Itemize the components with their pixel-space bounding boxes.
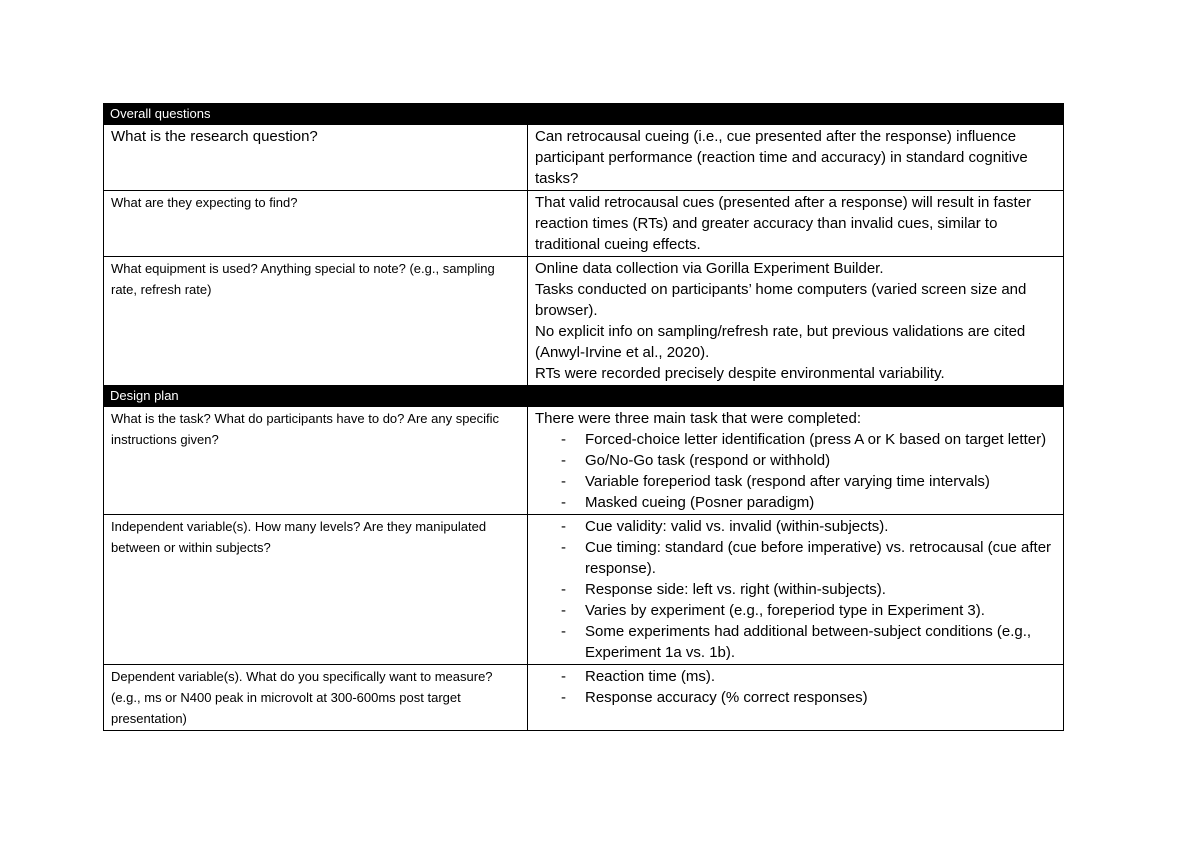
section-title: Design plan xyxy=(104,386,1064,407)
answer-cell xyxy=(528,515,1064,665)
answer-cell xyxy=(528,407,1064,515)
answer-paragraph: Tasks conducted on participants’ home computers (varied screen size and browser). xyxy=(535,281,1027,319)
table-row xyxy=(104,515,1064,665)
list-item: - Cue validity: valid vs. invalid (within-subjects). xyxy=(535,516,1057,537)
answer-paragraph: Can retrocausal cueing (i.e., cue presented after the response) influence participant performance (reaction time and accuracy) in standard cognitive tasks? xyxy=(535,128,1028,187)
answer-cell xyxy=(528,125,1064,191)
list-item: - Cue timing: standard (cue before imperative) vs. retrocausal (cue after response). xyxy=(535,537,1057,579)
answer-cell xyxy=(528,257,1064,386)
section-header-row xyxy=(104,386,1064,407)
list-item: - Response accuracy (% correct responses) xyxy=(535,687,1057,708)
question-cell: What is the task? What do participants have to do? Are any specific instructions given? xyxy=(104,407,528,515)
list-item: - Go/No-Go task (respond or withhold) xyxy=(535,450,1057,471)
question-cell: Dependent variable(s). What do you specifically want to measure? (e.g., ms or N400 peak in microvolt at 300-600ms post target presentation) xyxy=(104,665,528,731)
answer-cell xyxy=(528,665,1064,731)
question-cell: Independent variable(s). How many levels? Are they manipulated between or within subjects? xyxy=(104,515,528,665)
table-row xyxy=(104,407,1064,515)
answer-paragraph: That valid retrocausal cues (presented after a response) will result in faster reaction times (RTs) and greater accuracy than invalid cues, similar to traditional cueing effects. xyxy=(535,194,1032,253)
question-cell: What is the research question? xyxy=(104,125,528,191)
list-item: - Response side: left vs. right (within-subjects). xyxy=(535,579,1057,600)
answer-cell xyxy=(528,191,1064,257)
answer-paragraph: No explicit info on sampling/refresh rate, but previous validations are cited (Anwyl-Irvine et al., 2020). xyxy=(535,323,1026,361)
question-cell: What are they expecting to find? xyxy=(104,191,528,257)
list-item: - Masked cueing (Posner paradigm) xyxy=(535,492,1057,513)
table-row xyxy=(104,125,1064,191)
answer-list xyxy=(535,429,1057,513)
question-table xyxy=(103,103,1064,731)
section-header-row xyxy=(104,104,1064,125)
answer-paragraph: Online data collection via Gorilla Experiment Builder. xyxy=(535,260,884,277)
section-title: Overall questions xyxy=(104,104,1064,125)
answer-list xyxy=(535,516,1057,663)
list-item: - Reaction time (ms). xyxy=(535,666,1057,687)
list-item: - Variable foreperiod task (respond after varying time intervals) xyxy=(535,471,1057,492)
answer-list xyxy=(535,666,1057,708)
list-item: - Varies by experiment (e.g., foreperiod type in Experiment 3). xyxy=(535,600,1057,621)
list-item: - Some experiments had additional between-subject conditions (e.g., Experiment 1a vs. 1b). xyxy=(535,621,1057,663)
table-row xyxy=(104,257,1064,386)
question-cell: What equipment is used? Anything special to note? (e.g., sampling rate, refresh rate) xyxy=(104,257,528,386)
list-item: - Forced-choice letter identification (press A or K based on target letter) xyxy=(535,429,1057,450)
answer-paragraph: RTs were recorded precisely despite environmental variability. xyxy=(535,365,945,382)
table-row xyxy=(104,665,1064,731)
answer-paragraph: There were three main task that were completed: xyxy=(535,410,861,427)
table-row xyxy=(104,191,1064,257)
